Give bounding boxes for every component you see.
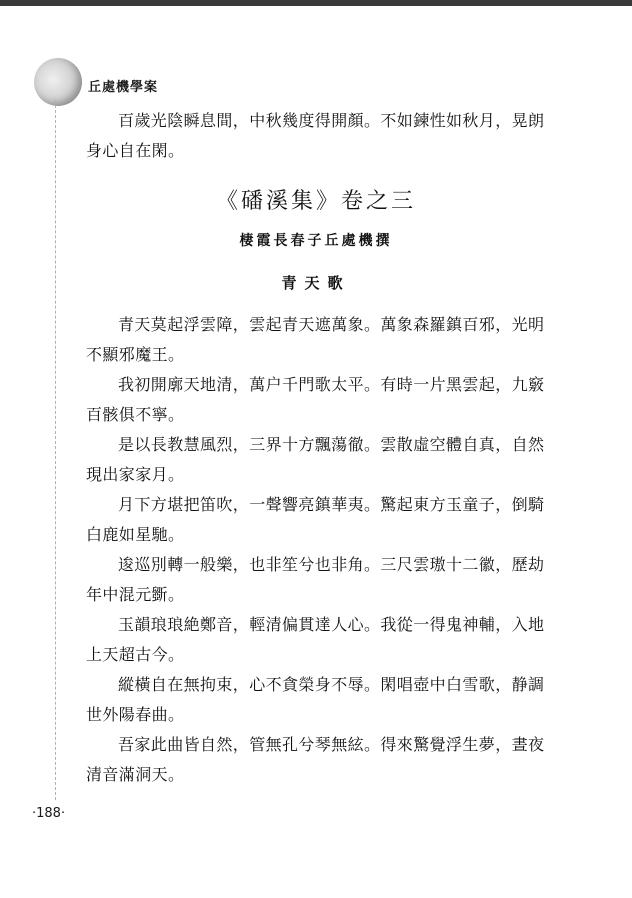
poem-paragraph: 縱橫自在無拘束，心不貪榮身不辱。閑唱壺中白雪歌，静調世外陽春曲。: [86, 675, 545, 724]
page-number: ·188·: [32, 806, 66, 821]
page-emblem-icon: [34, 58, 82, 106]
poem-body: [86, 310, 556, 790]
poem-paragraph: 月下方堪把笛吹，一聲響亮鎮華夷。驚起東方玉童子，倒騎白鹿如星馳。: [86, 495, 545, 544]
poem-paragraph: 青天莫起浮雲障，雲起青天遮萬象。萬象森羅鎮百邪，光明不顯邪魔王。: [86, 315, 545, 364]
poem-paragraph: 逡巡別轉一般樂，也非笙兮也非角。三尺雲璈十二徽，歷劫年中混元斵。: [86, 555, 545, 604]
book-title: 《磻溪集》卷之三: [215, 189, 416, 214]
intro-paragraph: 百歲光陰瞬息間，中秋幾度得開顏。不如鍊性如秋月，晃朗身心自在閑。: [86, 111, 545, 160]
poem-paragraph: 吾家此曲皆自然，管無孔兮琴無絃。得來驚覺浮生夢，晝夜清音滿洞天。: [86, 735, 545, 784]
poem-paragraph: 是以長教慧風烈，三界十方飄蕩徹。雲散虛空體自真，自然現出家家月。: [86, 435, 545, 484]
top-border-bar: [0, 0, 632, 6]
poem-paragraph: 我初開廓天地清，萬户千門歌太平。有時一片黑雲起，九竅百骸俱不寧。: [86, 375, 545, 424]
poem-title: 青天歌: [281, 274, 351, 292]
poem-paragraph: 玉韻琅琅絶鄭音，輕清偏貫達人心。我從一得鬼神輔，入地上天超古今。: [86, 615, 545, 664]
intro-block: [86, 106, 556, 166]
running-head: 丘處機學案: [88, 80, 159, 95]
author-byline: 棲霞長春子丘處機撰: [239, 233, 393, 249]
